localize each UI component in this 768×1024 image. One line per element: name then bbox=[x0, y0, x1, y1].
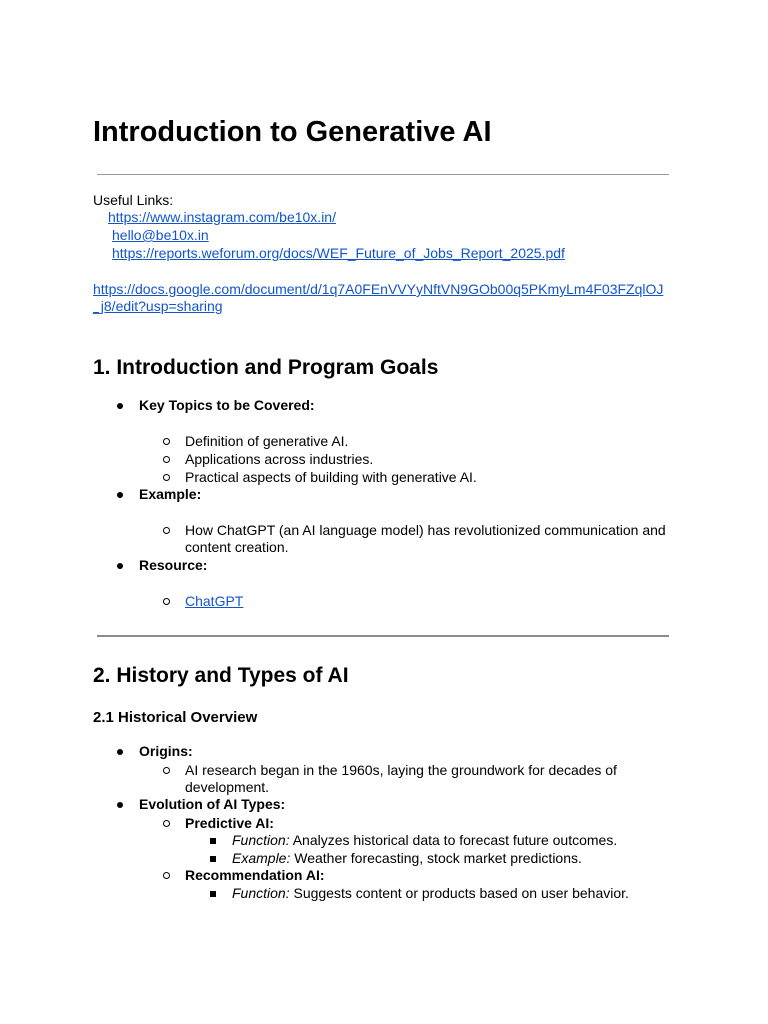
list-item: Applications across industries. bbox=[185, 451, 374, 467]
bullet-circle-icon bbox=[163, 820, 170, 827]
recommendation-function bbox=[232, 885, 629, 902]
horizontal-divider bbox=[97, 174, 669, 175]
section1-heading: 1. Introduction and Program Goals bbox=[93, 356, 439, 379]
bullet-circle-icon bbox=[163, 598, 170, 605]
chatgpt-link[interactable]: ChatGPT bbox=[185, 593, 244, 609]
origins-label: Origins: bbox=[139, 743, 193, 759]
horizontal-divider bbox=[97, 635, 669, 637]
bullet-circle-icon bbox=[163, 438, 170, 445]
bullet-dot-icon bbox=[117, 492, 123, 498]
bullet-circle-icon bbox=[163, 474, 170, 481]
section2-heading: 2. History and Types of AI bbox=[93, 664, 349, 687]
example-text: Weather forecasting, stock market predictions. bbox=[290, 850, 582, 866]
bullet-dot-icon bbox=[117, 802, 123, 808]
predictive-function bbox=[232, 832, 617, 849]
google-doc-link-line1[interactable]: https://docs.google.com/document/d/1q7A0FEnVVYyNftVN9GOb00q5PKmyLm4F03FZqlOJ bbox=[93, 281, 664, 297]
function-text: Analyzes historical data to forecast future outcomes. bbox=[289, 832, 618, 848]
example-label: Example: bbox=[232, 850, 291, 866]
example-text-line2: content creation. bbox=[185, 539, 289, 555]
useful-links-label: Useful Links: bbox=[93, 192, 174, 208]
example-label: Example: bbox=[139, 486, 202, 502]
bullet-dot-icon bbox=[117, 403, 123, 409]
origins-text-line2: development. bbox=[185, 779, 270, 795]
page-title: Introduction to Generative AI bbox=[93, 116, 492, 148]
list-item: Practical aspects of building with generative AI. bbox=[185, 469, 477, 485]
recommendation-ai-label: Recommendation AI: bbox=[185, 867, 325, 883]
predictive-example bbox=[232, 850, 582, 867]
bullet-square-icon bbox=[210, 838, 216, 844]
bullet-square-icon bbox=[210, 856, 216, 862]
list-item: Definition of generative AI. bbox=[185, 433, 349, 449]
bullet-circle-icon bbox=[163, 872, 170, 879]
resource-label: Resource: bbox=[139, 557, 208, 573]
evolution-label: Evolution of AI Types: bbox=[139, 796, 286, 812]
bullet-dot-icon bbox=[117, 749, 123, 755]
bullet-circle-icon bbox=[163, 767, 170, 774]
example-text-line1: How ChatGPT (an AI language model) has revolutionized communication and bbox=[185, 522, 666, 538]
instagram-link[interactable]: https://www.instagram.com/be10x.in/ bbox=[108, 209, 336, 225]
section2-subheading: 2.1 Historical Overview bbox=[93, 709, 258, 726]
predictive-ai-label: Predictive AI: bbox=[185, 815, 274, 831]
bullet-circle-icon bbox=[163, 527, 170, 534]
function-label: Function: bbox=[232, 885, 290, 901]
bullet-circle-icon bbox=[163, 456, 170, 463]
key-topics-label: Key Topics to be Covered: bbox=[139, 397, 315, 413]
origins-text-line1: AI research began in the 1960s, laying the groundwork for decades of bbox=[185, 762, 617, 778]
function-label: Function: bbox=[232, 832, 290, 848]
weforum-report-link[interactable]: https://reports.weforum.org/docs/WEF_Future_of_Jobs_Report_2025.pdf bbox=[112, 245, 565, 261]
google-doc-link-line2[interactable]: _j8/edit?usp=sharing bbox=[93, 298, 223, 314]
bullet-dot-icon bbox=[117, 563, 123, 569]
function-text: Suggests content or products based on user behavior. bbox=[289, 885, 629, 901]
email-link[interactable]: hello@be10x.in bbox=[112, 227, 209, 243]
bullet-square-icon bbox=[210, 891, 216, 897]
